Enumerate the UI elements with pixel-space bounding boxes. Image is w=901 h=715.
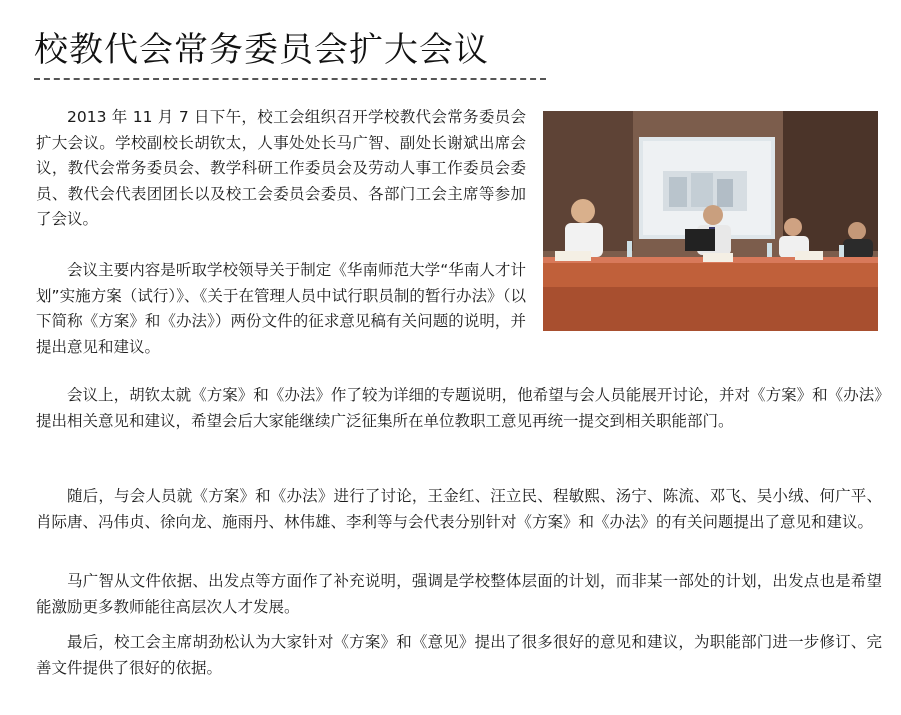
paragraph-4: 随后，与会人员就《方案》和《办法》进行了讨论，王金红、汪立民、程敏熙、汤宁、陈流、邓飞、吴小绒、何广平、肖际唐、冯伟贞、徐向龙、施雨丹、林伟雄、李利等与会代表分别针对《方案》和《办法》的有关问题提出了意见和建议。 bbox=[36, 487, 882, 531]
paragraph-6: 最后，校工会主席胡劲松认为大家针对《方案》和《意见》提出了很多很好的意见和建议，为职能部门进一步修订、完善文件提供了很好的依据。 bbox=[36, 633, 882, 677]
meeting-photo bbox=[543, 111, 878, 331]
meeting-photo-illustration bbox=[543, 111, 878, 331]
paragraph-2: 会议主要内容是听取学校领导关于制定《华南师范大学“华南人才计划”实施方案（试行）》、《关于在管理人员中试行职员制的暂行办法》（以下简称《方案》和《办法》）两份文件的征求意见稿有关问题的说明，并提出意见和建议。 bbox=[36, 261, 526, 356]
paragraph-1: 2013 年 11 月 7 日下午，校工会组织召开学校教代会常务委员会扩大会议。学校副校长胡钦太，人事处处长马广智、副处长谢斌出席会议，教代会常务委员会、教学科研工作委员会及劳动人事工作委员会委员、教代会代表团团长以及校工会委员会委员、各部门工会主席等参加了会议。 bbox=[36, 108, 526, 228]
article-title: 校教代会常务委员会扩大会议 bbox=[34, 30, 489, 70]
paragraph-3: 会议上，胡钦太就《方案》和《办法》作了较为详细的专题说明，他希望与会人员能展开讨论，并对《方案》和《办法》提出相关意见和建议，希望会后大家能继续广泛征集所在单位教职工意见再统一提交到相关职能部门。 bbox=[36, 386, 882, 430]
paragraph-5: 马广智从文件依据、出发点等方面作了补充说明，强调是学校整体层面的计划，而非某一部处的计划，出发点也是希望能激励更多教师能往高层次人才发展。 bbox=[36, 572, 882, 616]
title-divider bbox=[34, 78, 546, 80]
